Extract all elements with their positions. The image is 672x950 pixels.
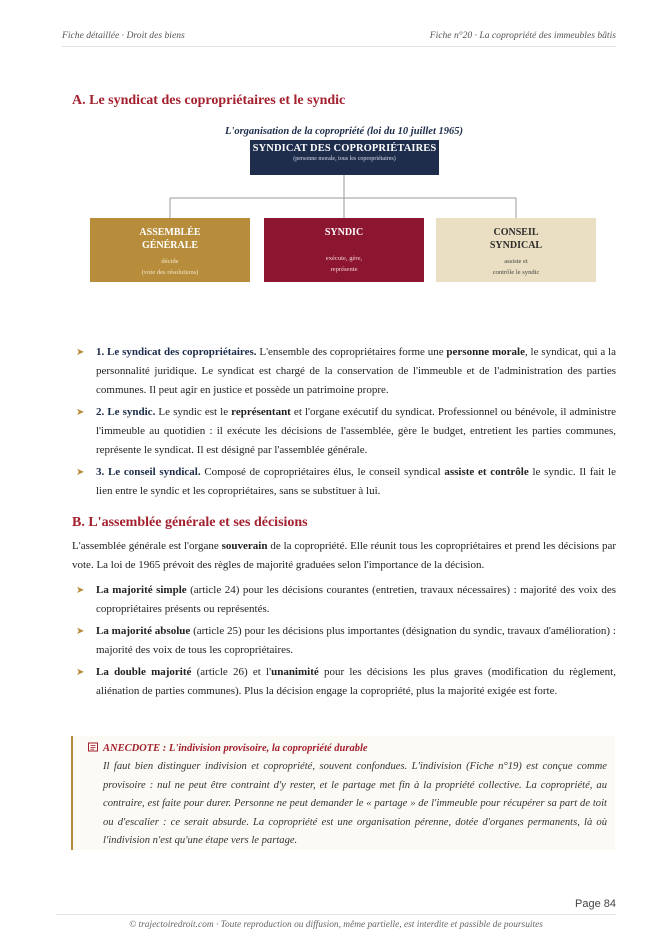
intro-text: L'assemblée générale est l'organe: [72, 540, 222, 552]
organisation-diagram: [88, 126, 600, 302]
diagram-title: L'organisation de la copropriété (loi du 10 juillet 1965): [224, 126, 463, 137]
syndic-box: [264, 218, 424, 282]
arrow-bullet-icon: ➤: [76, 626, 85, 637]
box-title-line1: CONSEIL: [493, 227, 539, 238]
item-text: (article 24) pour les décisions courantes (entretien, travaux nécessaires) : majorité des voix des copropriétaires présents ou représentés.: [96, 584, 617, 615]
anecdote-body: Il faut bien distinguer indivision et copropriété, souvent confondues. L'indivision (Fiche n°19) est conçue comme provisoire : nul ne peut être contraint d'y rester, et le partage met fin à la propriété collective. La copropriété, au contraire, est faite pour durer. Personne ne peut demander le « partage » de l'immeuble pour récupérer sa part de toit ou d'escalier : ce serait absurde. La copropriété est une organisation pérenne, dotée d'organes permanents, là où l'indivision n'est qu'une étape vers le partage.: [103, 761, 607, 846]
list-item: [76, 581, 616, 619]
page-number: Page 84: [575, 898, 616, 910]
list-item: [76, 463, 616, 501]
intro-keyword: souverain: [221, 540, 268, 552]
arrow-bullet-icon: ➤: [76, 407, 85, 418]
item-label: 2. Le syndic.: [96, 406, 156, 418]
item-label: 1. Le syndicat des copropriétaires.: [96, 346, 257, 358]
section-b-intro: [72, 537, 616, 575]
item-text: et l'organe exécutif du syndicat. Professionnel ou bénévole, il administre l'immeuble au quotidien : il exécute les décisions de l'assemblée, gère le budget, entretient les parties communes, représente le syndicat. Il est désigné par l'assemblée générale.: [96, 406, 616, 456]
anecdote-heading: [87, 740, 607, 758]
arrow-bullet-icon: ➤: [76, 467, 85, 478]
page-footer: © trajectoiredroit.com · Toute reproduction ou diffusion, même partielle, est interdite et passible de poursuites: [56, 914, 616, 930]
item-text: L'ensemble des copropriétaires forme une: [256, 346, 447, 358]
box-desc-line2: (vote des résolutions): [141, 269, 199, 276]
syndicat-box-subtitle: (personne morale, tous les copropriétaires): [293, 156, 396, 162]
item-text: , le syndicat, qui a la personnalité juridique. Le syndicat est chargé de la conservation de l'immeuble et de l'administration des parties communes. Il peut agir en justice et possède un patrimoine propre.: [96, 346, 616, 396]
syndicat-box: [250, 140, 439, 175]
box-desc: [90, 256, 250, 278]
conseil-syndical-box: [436, 218, 596, 282]
item-keyword: représentant: [231, 406, 291, 418]
box-desc-line2: représente: [330, 266, 358, 273]
item-label: 3. Le conseil syndical.: [96, 466, 201, 478]
box-title-line2: GÉNÉRALE: [141, 240, 199, 251]
section-a-bullets: [76, 343, 616, 504]
page-header: [62, 30, 616, 47]
syndicat-box-title: SYNDICAT DES COPROPRIÉTAIRES: [252, 143, 437, 154]
item-text: Le syndic est le: [155, 406, 232, 418]
arrow-bullet-icon: ➤: [76, 347, 85, 358]
item-keyword: La majorité simple: [96, 584, 187, 596]
item-keyword: assiste et contrôle: [444, 466, 529, 478]
item-text: le syndic. Il fait le lien entre le syndic et les copropriétaires, sans se substituer à lui.: [96, 466, 616, 497]
item-text: pour les décisions les plus graves (modification du règlement, aliénation de parties communes). Plus la décision engage la copropriété, plus la majorité exigée est forte.: [96, 666, 616, 697]
box-title-line1: SYNDIC: [324, 227, 364, 238]
item-text: Composé de copropriétaires élus, le conseil syndical: [200, 466, 445, 478]
scroll-icon: [87, 742, 99, 752]
list-item: [76, 343, 616, 400]
arrow-bullet-icon: ➤: [76, 585, 85, 596]
assemblee-generale-box: [90, 218, 250, 282]
item-text: (article 25) pour les décisions plus importantes (désignation du syndic, travaux d'amélioration) : majorité des voix de tous les copropriétaires.: [96, 625, 616, 656]
item-text: (article 26) et l': [191, 666, 272, 678]
box-title-line1: ASSEMBLÉE: [139, 227, 201, 238]
box-desc-line1: exécute, gère,: [325, 255, 363, 262]
box-desc: [264, 253, 424, 275]
header-right: Fiche n°20 · La copropriété des immeubles bâtis: [429, 30, 616, 41]
section-a-title: A. Le syndicat des copropriétaires et le syndic: [72, 93, 346, 108]
box-title-line2: SYNDICAL: [489, 240, 543, 251]
section-b-bullets: [76, 581, 616, 704]
box-desc-line2: contrôle le syndic: [492, 269, 540, 276]
arrow-bullet-icon: ➤: [76, 667, 85, 678]
box-desc: [436, 256, 596, 278]
box-desc-line1: décide: [161, 258, 179, 265]
item-keyword: La majorité absolue: [96, 625, 191, 637]
item-keyword: unanimité: [271, 666, 319, 678]
header-left: Fiche détaillée · Droit des biens: [62, 30, 185, 41]
item-keyword: La double majorité: [96, 666, 192, 678]
list-item: [76, 403, 616, 460]
section-b-title: B. L'assemblée générale et ses décisions: [72, 515, 308, 530]
box-desc-line1: assiste et: [504, 258, 528, 265]
list-item: [76, 622, 616, 660]
intro-text: de la copropriété. Elle réunit tous les copropriétaires et prend les décisions par vote. La loi de 1965 prévoit des règles de majorité graduées selon l'importance de la décision.: [72, 540, 616, 571]
item-keyword: personne morale: [446, 346, 525, 358]
anecdote-box: [71, 736, 615, 850]
list-item: [76, 663, 616, 701]
anecdote-title: ANECDOTE : L'indivision provisoire, la copropriété durable: [103, 743, 368, 754]
